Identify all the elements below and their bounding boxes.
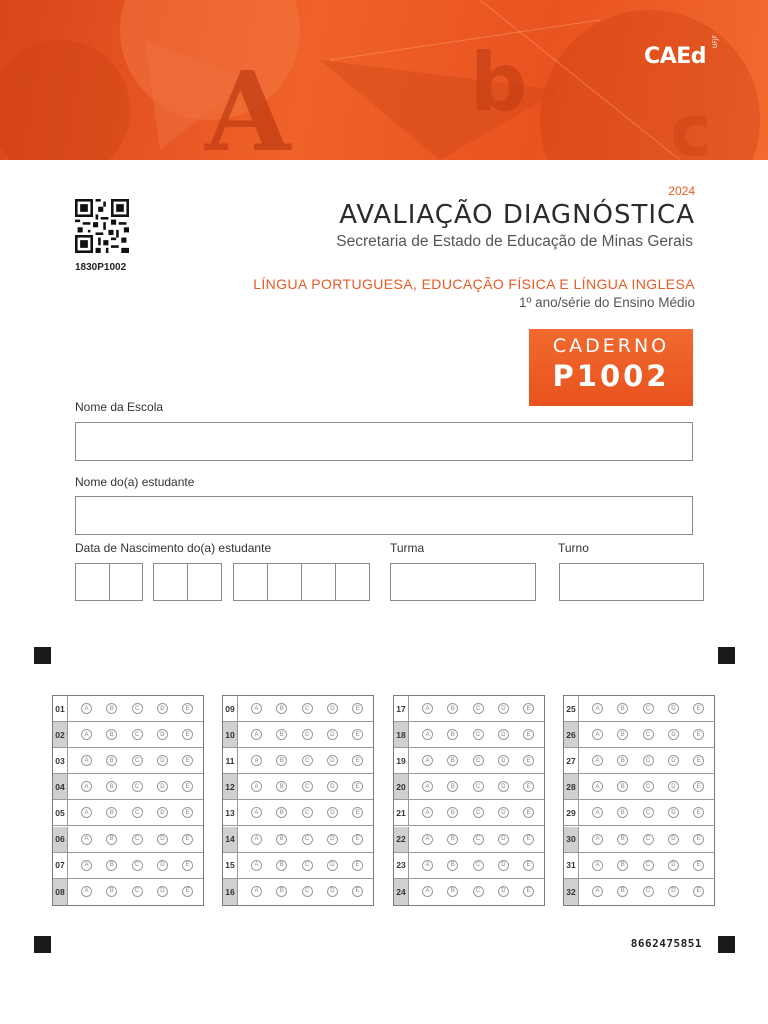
answer-bubble-d[interactable]: D bbox=[498, 703, 509, 714]
answer-bubble-d[interactable]: D bbox=[327, 807, 338, 818]
answer-row bbox=[394, 827, 544, 853]
answer-bubble-b[interactable]: B bbox=[276, 755, 287, 766]
answer-bubble-e[interactable]: E bbox=[523, 729, 534, 740]
birth-year-digit-1[interactable] bbox=[233, 563, 268, 601]
answer-row bbox=[223, 722, 373, 748]
answer-row bbox=[394, 879, 544, 905]
answer-bubble-c[interactable]: C bbox=[643, 703, 654, 714]
answer-bubble-d[interactable]: D bbox=[498, 834, 509, 845]
class-label: Turma bbox=[390, 541, 425, 555]
answer-bubble-a[interactable]: A bbox=[251, 807, 262, 818]
answer-bubble-d[interactable]: D bbox=[668, 729, 679, 740]
answer-bubble-b[interactable]: B bbox=[106, 860, 117, 871]
question-number: 04 bbox=[53, 774, 68, 799]
answer-row bbox=[223, 853, 373, 879]
answer-bubble-a[interactable]: A bbox=[251, 703, 262, 714]
answer-bubble-c[interactable]: C bbox=[643, 781, 654, 792]
answer-bubble-c[interactable]: C bbox=[473, 781, 484, 792]
banner-letter-b: b bbox=[470, 36, 528, 129]
birth-date-label: Data de Nascimento do(a) estudante bbox=[75, 541, 272, 555]
answer-bubble-d[interactable]: D bbox=[327, 703, 338, 714]
answer-bubble-e[interactable]: E bbox=[182, 703, 193, 714]
answer-row bbox=[394, 696, 544, 722]
birth-year-digit-3[interactable] bbox=[301, 563, 336, 601]
answer-bubble-d[interactable]: D bbox=[157, 781, 168, 792]
answer-bubble-e[interactable]: E bbox=[352, 703, 363, 714]
answer-bubble-c[interactable]: C bbox=[302, 729, 313, 740]
answer-row bbox=[394, 853, 544, 879]
question-number: 24 bbox=[394, 879, 409, 905]
answer-bubble-a[interactable]: A bbox=[251, 860, 262, 871]
answer-bubble-a[interactable]: A bbox=[81, 834, 92, 845]
alignment-mark-bottom-left bbox=[34, 936, 51, 953]
answer-bubble-a[interactable]: A bbox=[81, 703, 92, 714]
answer-row bbox=[53, 696, 203, 722]
answer-bubble-d[interactable]: D bbox=[668, 781, 679, 792]
answer-bubble-b[interactable]: B bbox=[106, 886, 117, 897]
answer-row bbox=[394, 722, 544, 748]
answer-bubble-c[interactable]: C bbox=[302, 703, 313, 714]
answer-row bbox=[394, 748, 544, 774]
subjects-heading: LÍNGUA PORTUGUESA, EDUCAÇÃO FÍSICA E LÍNGUA INGLESA bbox=[253, 276, 695, 292]
answer-bubble-c[interactable]: C bbox=[302, 834, 313, 845]
answer-row bbox=[223, 800, 373, 826]
answer-bubble-d[interactable]: D bbox=[498, 781, 509, 792]
answer-bubble-a[interactable]: A bbox=[592, 703, 603, 714]
answer-bubble-e[interactable]: E bbox=[523, 886, 534, 897]
banner-letter-a: A bbox=[205, 47, 291, 160]
school-name-field[interactable] bbox=[75, 422, 693, 461]
answer-bubble-d[interactable]: D bbox=[327, 729, 338, 740]
answer-bubble-c[interactable]: C bbox=[473, 755, 484, 766]
answer-bubble-c[interactable]: C bbox=[132, 886, 143, 897]
answer-bubble-a[interactable]: A bbox=[422, 703, 433, 714]
answer-bubble-c[interactable]: C bbox=[473, 834, 484, 845]
ufjf-logo: UFJF bbox=[712, 34, 719, 48]
answer-bubble-b[interactable]: B bbox=[447, 755, 458, 766]
question-number: 10 bbox=[223, 722, 238, 747]
answer-bubble-e[interactable]: E bbox=[693, 755, 704, 766]
alignment-mark-top-left bbox=[34, 647, 51, 664]
answer-row bbox=[223, 879, 373, 905]
shift-field[interactable] bbox=[559, 563, 704, 601]
answer-row bbox=[223, 827, 373, 853]
question-number: 28 bbox=[564, 774, 579, 799]
answer-bubble-a[interactable]: A bbox=[592, 807, 603, 818]
answer-block bbox=[563, 695, 715, 906]
answer-bubble-e[interactable]: E bbox=[523, 781, 534, 792]
answer-bubble-d[interactable]: D bbox=[157, 860, 168, 871]
answer-bubble-b[interactable]: B bbox=[106, 781, 117, 792]
answer-bubble-b[interactable]: B bbox=[617, 860, 628, 871]
question-number: 23 bbox=[394, 853, 409, 878]
question-number: 12 bbox=[223, 774, 238, 799]
answer-bubble-b[interactable]: B bbox=[447, 781, 458, 792]
answer-bubble-a[interactable]: A bbox=[422, 729, 433, 740]
answer-bubble-e[interactable]: E bbox=[693, 703, 704, 714]
caderno-code: P1002 bbox=[552, 359, 670, 393]
answer-block bbox=[52, 695, 204, 906]
answer-bubble-a[interactable]: A bbox=[81, 860, 92, 871]
answer-bubble-c[interactable]: C bbox=[132, 807, 143, 818]
answer-bubble-e[interactable]: E bbox=[182, 729, 193, 740]
answer-bubble-b[interactable]: B bbox=[617, 834, 628, 845]
answer-bubble-b[interactable]: B bbox=[276, 703, 287, 714]
answer-row bbox=[564, 853, 714, 879]
answer-bubble-b[interactable]: B bbox=[617, 755, 628, 766]
answer-bubble-c[interactable]: C bbox=[302, 860, 313, 871]
answer-bubble-c[interactable]: C bbox=[643, 755, 654, 766]
answer-bubble-c[interactable]: C bbox=[132, 834, 143, 845]
answer-row bbox=[53, 800, 203, 826]
answer-bubble-a[interactable]: A bbox=[422, 781, 433, 792]
answer-bubble-c[interactable]: C bbox=[643, 729, 654, 740]
answer-bubble-b[interactable]: B bbox=[447, 807, 458, 818]
birth-day-digit-1[interactable] bbox=[75, 563, 110, 601]
class-field[interactable] bbox=[390, 563, 536, 601]
answer-row bbox=[53, 722, 203, 748]
answer-bubble-a[interactable]: A bbox=[592, 729, 603, 740]
student-name-field[interactable] bbox=[75, 496, 693, 535]
question-number: 27 bbox=[564, 748, 579, 773]
answer-row bbox=[394, 800, 544, 826]
answer-bubble-d[interactable]: D bbox=[327, 860, 338, 871]
answer-bubble-e[interactable]: E bbox=[523, 807, 534, 818]
answer-bubble-c[interactable]: C bbox=[132, 703, 143, 714]
question-number: 17 bbox=[394, 696, 409, 721]
answer-bubble-e[interactable]: E bbox=[352, 834, 363, 845]
question-number: 16 bbox=[223, 879, 238, 905]
alignment-mark-top-right bbox=[718, 647, 735, 664]
question-number: 02 bbox=[53, 722, 68, 747]
caed-logo: CAEd bbox=[644, 44, 706, 69]
answer-block bbox=[393, 695, 545, 906]
answer-bubble-a[interactable]: A bbox=[592, 834, 603, 845]
answer-bubble-d[interactable]: D bbox=[157, 729, 168, 740]
answer-bubble-c[interactable]: C bbox=[643, 807, 654, 818]
birth-day-digit-2[interactable] bbox=[109, 563, 143, 601]
question-number: 07 bbox=[53, 853, 68, 878]
question-number: 05 bbox=[53, 800, 68, 825]
answer-bubble-e[interactable]: E bbox=[182, 807, 193, 818]
answer-bubble-b[interactable]: B bbox=[106, 703, 117, 714]
answer-bubble-b[interactable]: B bbox=[106, 807, 117, 818]
answer-bubble-d[interactable]: D bbox=[157, 807, 168, 818]
answer-bubble-e[interactable]: E bbox=[693, 886, 704, 897]
answer-bubble-c[interactable]: C bbox=[132, 781, 143, 792]
question-number: 09 bbox=[223, 696, 238, 721]
answer-bubble-b[interactable]: B bbox=[447, 886, 458, 897]
answer-bubble-d[interactable]: D bbox=[157, 755, 168, 766]
answer-row bbox=[564, 879, 714, 905]
answer-bubble-b[interactable]: B bbox=[447, 703, 458, 714]
answer-row bbox=[564, 696, 714, 722]
page-title: AVALIAÇÃO DIAGNÓSTICA bbox=[339, 200, 695, 230]
answer-row bbox=[53, 879, 203, 905]
answer-bubble-a[interactable]: A bbox=[422, 834, 433, 845]
answer-bubble-e[interactable]: E bbox=[523, 703, 534, 714]
serial-number: 8662475851 bbox=[630, 937, 702, 950]
answer-bubble-c[interactable]: C bbox=[473, 807, 484, 818]
answer-bubble-e[interactable]: E bbox=[523, 860, 534, 871]
answer-bubble-d[interactable]: D bbox=[327, 834, 338, 845]
answer-bubble-d[interactable]: D bbox=[498, 860, 509, 871]
answer-bubble-b[interactable]: B bbox=[106, 729, 117, 740]
answer-bubble-d[interactable]: D bbox=[327, 755, 338, 766]
answer-bubble-c[interactable]: C bbox=[473, 860, 484, 871]
answer-row bbox=[564, 748, 714, 774]
answer-bubble-a[interactable]: A bbox=[422, 886, 433, 897]
answer-bubble-e[interactable]: E bbox=[693, 834, 704, 845]
shift-label: Turno bbox=[558, 541, 589, 555]
answer-bubble-b[interactable]: B bbox=[276, 834, 287, 845]
answer-bubble-c[interactable]: C bbox=[302, 781, 313, 792]
answer-bubble-e[interactable]: E bbox=[523, 755, 534, 766]
answer-bubble-c[interactable]: C bbox=[473, 729, 484, 740]
school-name-label: Nome da Escola bbox=[75, 400, 164, 414]
question-number: 14 bbox=[223, 827, 238, 852]
question-number: 26 bbox=[564, 722, 579, 747]
answer-bubble-b[interactable]: B bbox=[617, 703, 628, 714]
student-name-label: Nome do(a) estudante bbox=[75, 475, 195, 489]
qr-code-icon bbox=[75, 199, 129, 253]
answer-bubble-a[interactable]: A bbox=[251, 886, 262, 897]
question-number: 25 bbox=[564, 696, 579, 721]
answer-bubble-a[interactable]: A bbox=[422, 807, 433, 818]
answer-bubble-a[interactable]: A bbox=[422, 755, 433, 766]
answer-row bbox=[223, 748, 373, 774]
answer-bubble-e[interactable]: E bbox=[352, 781, 363, 792]
answer-bubble-e[interactable]: E bbox=[182, 755, 193, 766]
answer-bubble-e[interactable]: E bbox=[182, 834, 193, 845]
answer-bubble-d[interactable]: D bbox=[327, 781, 338, 792]
answer-bubble-d[interactable]: D bbox=[668, 703, 679, 714]
answer-row bbox=[564, 722, 714, 748]
answer-bubble-a[interactable]: A bbox=[592, 755, 603, 766]
answer-bubble-d[interactable]: D bbox=[327, 886, 338, 897]
answer-bubble-b[interactable]: B bbox=[276, 807, 287, 818]
answer-bubble-b[interactable]: B bbox=[447, 729, 458, 740]
answer-bubble-c[interactable]: C bbox=[302, 886, 313, 897]
question-number: 32 bbox=[564, 879, 579, 905]
answer-bubble-d[interactable]: D bbox=[498, 886, 509, 897]
answer-bubble-c[interactable]: C bbox=[132, 729, 143, 740]
birth-month-digit-2[interactable] bbox=[187, 563, 222, 601]
banner-letter-c: c bbox=[670, 90, 712, 160]
birth-month-digit-1[interactable] bbox=[153, 563, 188, 601]
answer-bubble-e[interactable]: E bbox=[182, 886, 193, 897]
question-number: 13 bbox=[223, 800, 238, 825]
question-number: 06 bbox=[53, 827, 68, 852]
grade-level: 1º ano/série do Ensino Médio bbox=[518, 295, 695, 310]
answer-bubble-e[interactable]: E bbox=[182, 860, 193, 871]
answer-row bbox=[53, 748, 203, 774]
answer-bubble-a[interactable]: A bbox=[81, 886, 92, 897]
answer-bubble-a[interactable]: A bbox=[81, 807, 92, 818]
answer-bubble-e[interactable]: E bbox=[352, 886, 363, 897]
answer-bubble-b[interactable]: B bbox=[276, 860, 287, 871]
answer-bubble-d[interactable]: D bbox=[157, 834, 168, 845]
answer-bubble-e[interactable]: E bbox=[523, 834, 534, 845]
answer-bubble-c[interactable]: C bbox=[643, 860, 654, 871]
answer-bubble-a[interactable]: A bbox=[251, 729, 262, 740]
answer-bubble-b[interactable]: B bbox=[617, 781, 628, 792]
answer-bubble-d[interactable]: D bbox=[498, 729, 509, 740]
answer-bubble-d[interactable]: D bbox=[668, 886, 679, 897]
answer-bubble-a[interactable]: A bbox=[592, 860, 603, 871]
answer-bubble-e[interactable]: E bbox=[352, 729, 363, 740]
answer-bubble-a[interactable]: A bbox=[592, 886, 603, 897]
answer-row bbox=[223, 696, 373, 722]
answer-bubble-c[interactable]: C bbox=[302, 755, 313, 766]
answer-bubble-c[interactable]: C bbox=[473, 703, 484, 714]
answer-bubble-b[interactable]: B bbox=[617, 807, 628, 818]
header-banner bbox=[0, 0, 768, 160]
answer-bubble-e[interactable]: E bbox=[693, 807, 704, 818]
question-number: 21 bbox=[394, 800, 409, 825]
answer-bubble-e[interactable]: E bbox=[693, 860, 704, 871]
answer-bubble-e[interactable]: E bbox=[693, 781, 704, 792]
answer-row bbox=[564, 774, 714, 800]
answer-bubble-a[interactable]: A bbox=[81, 729, 92, 740]
question-number: 18 bbox=[394, 722, 409, 747]
alignment-mark-bottom-right bbox=[718, 936, 735, 953]
answer-row bbox=[53, 827, 203, 853]
question-number: 29 bbox=[564, 800, 579, 825]
answer-bubble-c[interactable]: C bbox=[302, 807, 313, 818]
question-number: 20 bbox=[394, 774, 409, 799]
answer-bubble-a[interactable]: A bbox=[251, 834, 262, 845]
answer-bubble-d[interactable]: D bbox=[668, 860, 679, 871]
question-number: 19 bbox=[394, 748, 409, 773]
answer-bubble-c[interactable]: C bbox=[132, 860, 143, 871]
answer-bubble-c[interactable]: C bbox=[643, 886, 654, 897]
answer-bubble-e[interactable]: E bbox=[352, 860, 363, 871]
year: 2024 bbox=[668, 184, 695, 198]
banner-artwork bbox=[0, 0, 768, 160]
answer-bubble-d[interactable]: D bbox=[157, 703, 168, 714]
answer-block bbox=[222, 695, 374, 906]
answer-bubble-a[interactable]: A bbox=[422, 860, 433, 871]
caderno-label: CADERNO bbox=[552, 335, 670, 357]
answer-bubble-d[interactable]: D bbox=[157, 886, 168, 897]
answer-bubble-a[interactable]: A bbox=[251, 755, 262, 766]
answer-bubble-d[interactable]: D bbox=[668, 834, 679, 845]
answer-bubble-c[interactable]: C bbox=[473, 886, 484, 897]
question-number: 08 bbox=[53, 879, 68, 905]
answer-bubble-a[interactable]: A bbox=[81, 755, 92, 766]
answer-bubble-b[interactable]: B bbox=[447, 834, 458, 845]
answer-bubble-d[interactable]: D bbox=[498, 755, 509, 766]
answer-bubble-b[interactable]: B bbox=[617, 886, 628, 897]
question-number: 11 bbox=[223, 748, 238, 773]
answer-bubble-b[interactable]: B bbox=[106, 834, 117, 845]
answer-bubble-e[interactable]: E bbox=[352, 755, 363, 766]
answer-bubble-b[interactable]: B bbox=[276, 886, 287, 897]
answer-bubble-d[interactable]: D bbox=[668, 807, 679, 818]
answer-bubble-d[interactable]: D bbox=[668, 755, 679, 766]
secretaria-subtitle: Secretaria de Estado de Educação de Minas Gerais bbox=[336, 233, 693, 250]
answer-row bbox=[53, 853, 203, 879]
answer-bubble-e[interactable]: E bbox=[182, 781, 193, 792]
question-number: 01 bbox=[53, 696, 68, 721]
answer-row bbox=[53, 774, 203, 800]
answer-bubble-a[interactable]: A bbox=[592, 781, 603, 792]
qr-code-id: 1830P1002 bbox=[75, 262, 127, 273]
answer-bubble-e[interactable]: E bbox=[693, 729, 704, 740]
answer-bubble-b[interactable]: B bbox=[447, 860, 458, 871]
question-number: 22 bbox=[394, 827, 409, 852]
birth-year-digit-4[interactable] bbox=[335, 563, 370, 601]
question-number: 03 bbox=[53, 748, 68, 773]
answer-bubble-b[interactable]: B bbox=[617, 729, 628, 740]
answer-bubble-b[interactable]: B bbox=[276, 781, 287, 792]
answer-bubble-c[interactable]: C bbox=[643, 834, 654, 845]
answer-row bbox=[564, 827, 714, 853]
answer-bubble-a[interactable]: A bbox=[81, 781, 92, 792]
question-number: 15 bbox=[223, 853, 238, 878]
answer-row bbox=[564, 800, 714, 826]
caderno-badge bbox=[529, 329, 693, 406]
question-number: 31 bbox=[564, 853, 579, 878]
answer-row bbox=[394, 774, 544, 800]
question-number: 30 bbox=[564, 827, 579, 852]
answer-row bbox=[223, 774, 373, 800]
answer-bubble-e[interactable]: E bbox=[352, 807, 363, 818]
answer-bubble-b[interactable]: B bbox=[276, 729, 287, 740]
answer-bubble-b[interactable]: B bbox=[106, 755, 117, 766]
birth-year-digit-2[interactable] bbox=[267, 563, 302, 601]
answer-bubble-d[interactable]: D bbox=[498, 807, 509, 818]
answer-bubble-a[interactable]: A bbox=[251, 781, 262, 792]
answer-bubble-c[interactable]: C bbox=[132, 755, 143, 766]
